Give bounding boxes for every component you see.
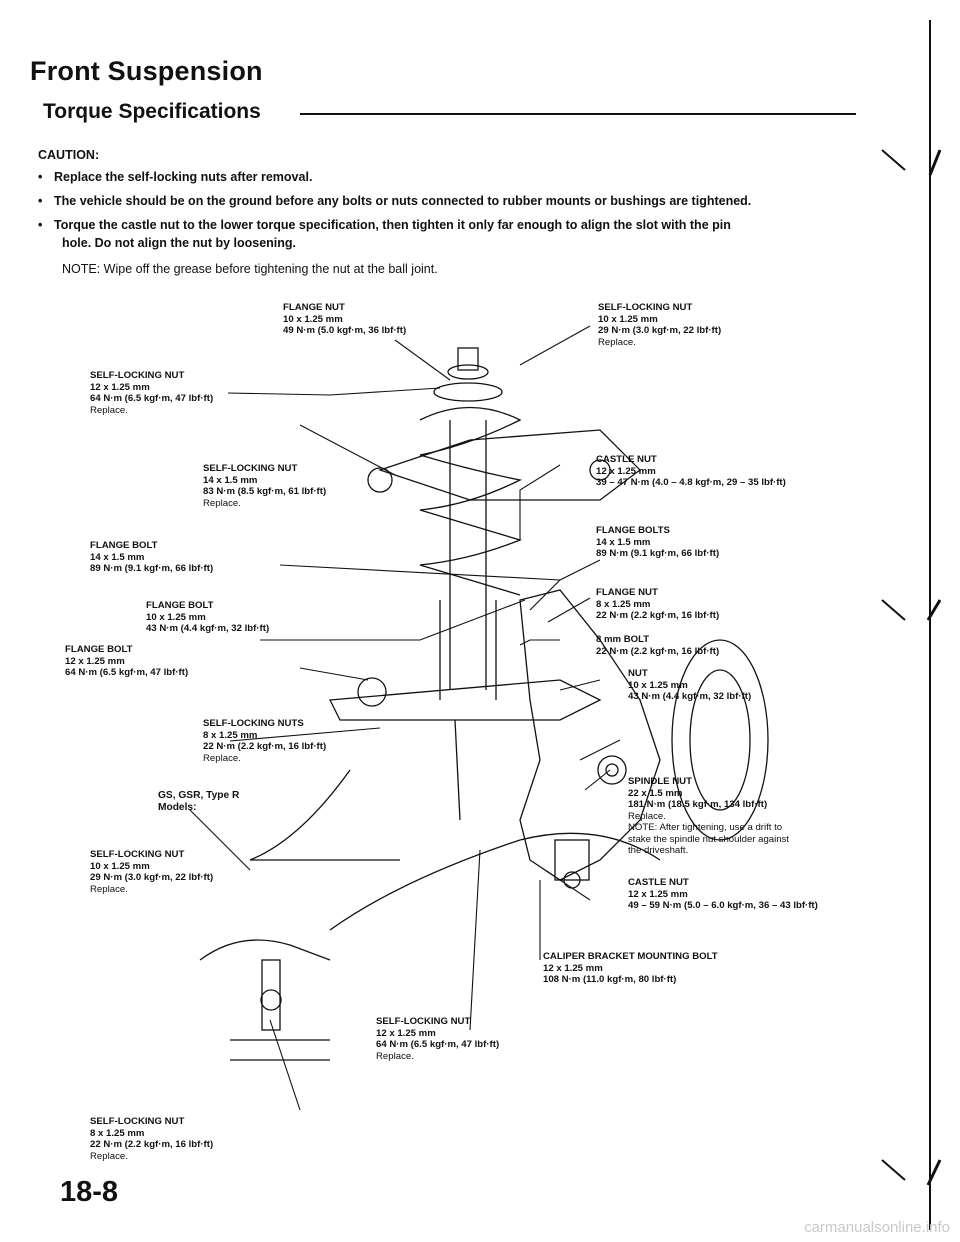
label-castle-nut-bottom: CASTLE NUT 12 x 1.25 mm 49 – 59 N·m (5.0 – 6.0 kgf·m, 36 – 43 lbf·ft) (628, 877, 818, 911)
label-self-locking-nuts-8: SELF-LOCKING NUTS 8 x 1.25 mm 22 N·m (2.2 kgf·m, 16 lbf·ft) Replace. (203, 718, 327, 764)
label-caliper-bracket-bolt: CALIPER BRACKET MOUNTING BOLT 12 x 1.25 mm 108 N·m (11.0 kgf·m, 80 lbf·ft) (543, 951, 718, 985)
caution-item: • The vehicle should be on the ground before any bolts or nuts connected to rubber mounts or bushings are tightened. (38, 194, 752, 208)
caution-item: • Replace the self-locking nuts after removal. (38, 170, 313, 184)
label-flange-bolts-right: FLANGE BOLTS 14 x 1.5 mm 89 N·m (9.1 kgf·m, 66 lbf·ft) (596, 525, 720, 559)
bullet-icon: • (38, 194, 43, 208)
caution-item-continuation: hole. Do not align the nut by loosening. (62, 236, 297, 250)
label-flange-bolt-10: FLANGE BOLT 10 x 1.25 mm 43 N·m (4.4 kgf·m, 32 lbf·ft) (146, 600, 270, 634)
watermark: carmanualsonline.info (804, 1219, 950, 1236)
label-flange-bolt-12: FLANGE BOLT 12 x 1.25 mm 64 N·m (6.5 kgf·m, 47 lbf·ft) (65, 644, 189, 678)
label-self-locking-nut-14: SELF-LOCKING NUT 14 x 1.5 mm 83 N·m (8.5 kgf·m, 61 lbf·ft) Replace. (203, 463, 327, 509)
bullet-icon: • (38, 218, 43, 232)
label-self-locking-nut-8-bottom: SELF-LOCKING NUT 8 x 1.25 mm 22 N·m (2.2 kgf·m, 16 lbf·ft) Replace. (90, 1116, 214, 1162)
caution-item: • Torque the castle nut to the lower torque specification, then tighten it only far enough to align the slot with the pin (38, 218, 731, 232)
label-self-locking-nut-12: SELF-LOCKING NUT 12 x 1.25 mm 64 N·m (6.5 kgf·m, 47 lbf·ft) Replace. (90, 370, 214, 416)
label-castle-nut-top: CASTLE NUT 12 x 1.25 mm 39 – 47 N·m (4.0 – 4.8 kgf·m, 29 – 35 lbf·ft) (596, 454, 786, 488)
label-spindle-nut: SPINDLE NUT 22 x 1.5 mm 181 N·m (18.5 kgf·m, 134 lbf·ft) Replace. NOTE: After tightening, use a drift to stake the spindle nut shoulder against the driveshaft. (628, 776, 790, 856)
label-nut-10: NUT 10 x 1.25 mm 43 N·m (4.4 kgf·m, 32 lbf·ft) (628, 668, 752, 702)
label-flange-nut-top: FLANGE NUT 10 x 1.25 mm 49 N·m (5.0 kgf·m, 36 lbf·ft) (283, 302, 407, 336)
label-flange-bolt-14: FLANGE BOLT 14 x 1.5 mm 89 N·m (9.1 kgf·m, 66 lbf·ft) (90, 540, 214, 574)
label-8mm-bolt: 8 mm BOLT 22 N·m (2.2 kgf·m, 16 lbf·ft) (596, 634, 720, 657)
label-self-locking-nut-12-bottom: SELF-LOCKING NUT 12 x 1.25 mm 64 N·m (6.5 kgf·m, 47 lbf·ft) Replace. (376, 1016, 500, 1062)
caution-title: CAUTION: (38, 148, 100, 162)
page-title: Front Suspension (30, 56, 263, 86)
note-text: NOTE: Wipe off the grease before tightening the nut at the ball joint. (62, 262, 438, 276)
label-models: GS, GSR, Type R Models: (158, 790, 240, 813)
section-title: Torque Specifications (43, 100, 261, 123)
label-self-locking-nut-10-left: SELF-LOCKING NUT 10 x 1.25 mm 29 N·m (3.0 kgf·m, 22 lbf·ft) Replace. (90, 849, 214, 895)
label-flange-nut-8: FLANGE NUT 8 x 1.25 mm 22 N·m (2.2 kgf·m, 16 lbf·ft) (596, 587, 720, 621)
page-number: 18-8 (60, 1176, 119, 1208)
bullet-icon: • (38, 170, 43, 184)
label-self-locking-nut-top-right: SELF-LOCKING NUT 10 x 1.25 mm 29 N·m (3.0 kgf·m, 22 lbf·ft) Replace. (598, 302, 722, 348)
